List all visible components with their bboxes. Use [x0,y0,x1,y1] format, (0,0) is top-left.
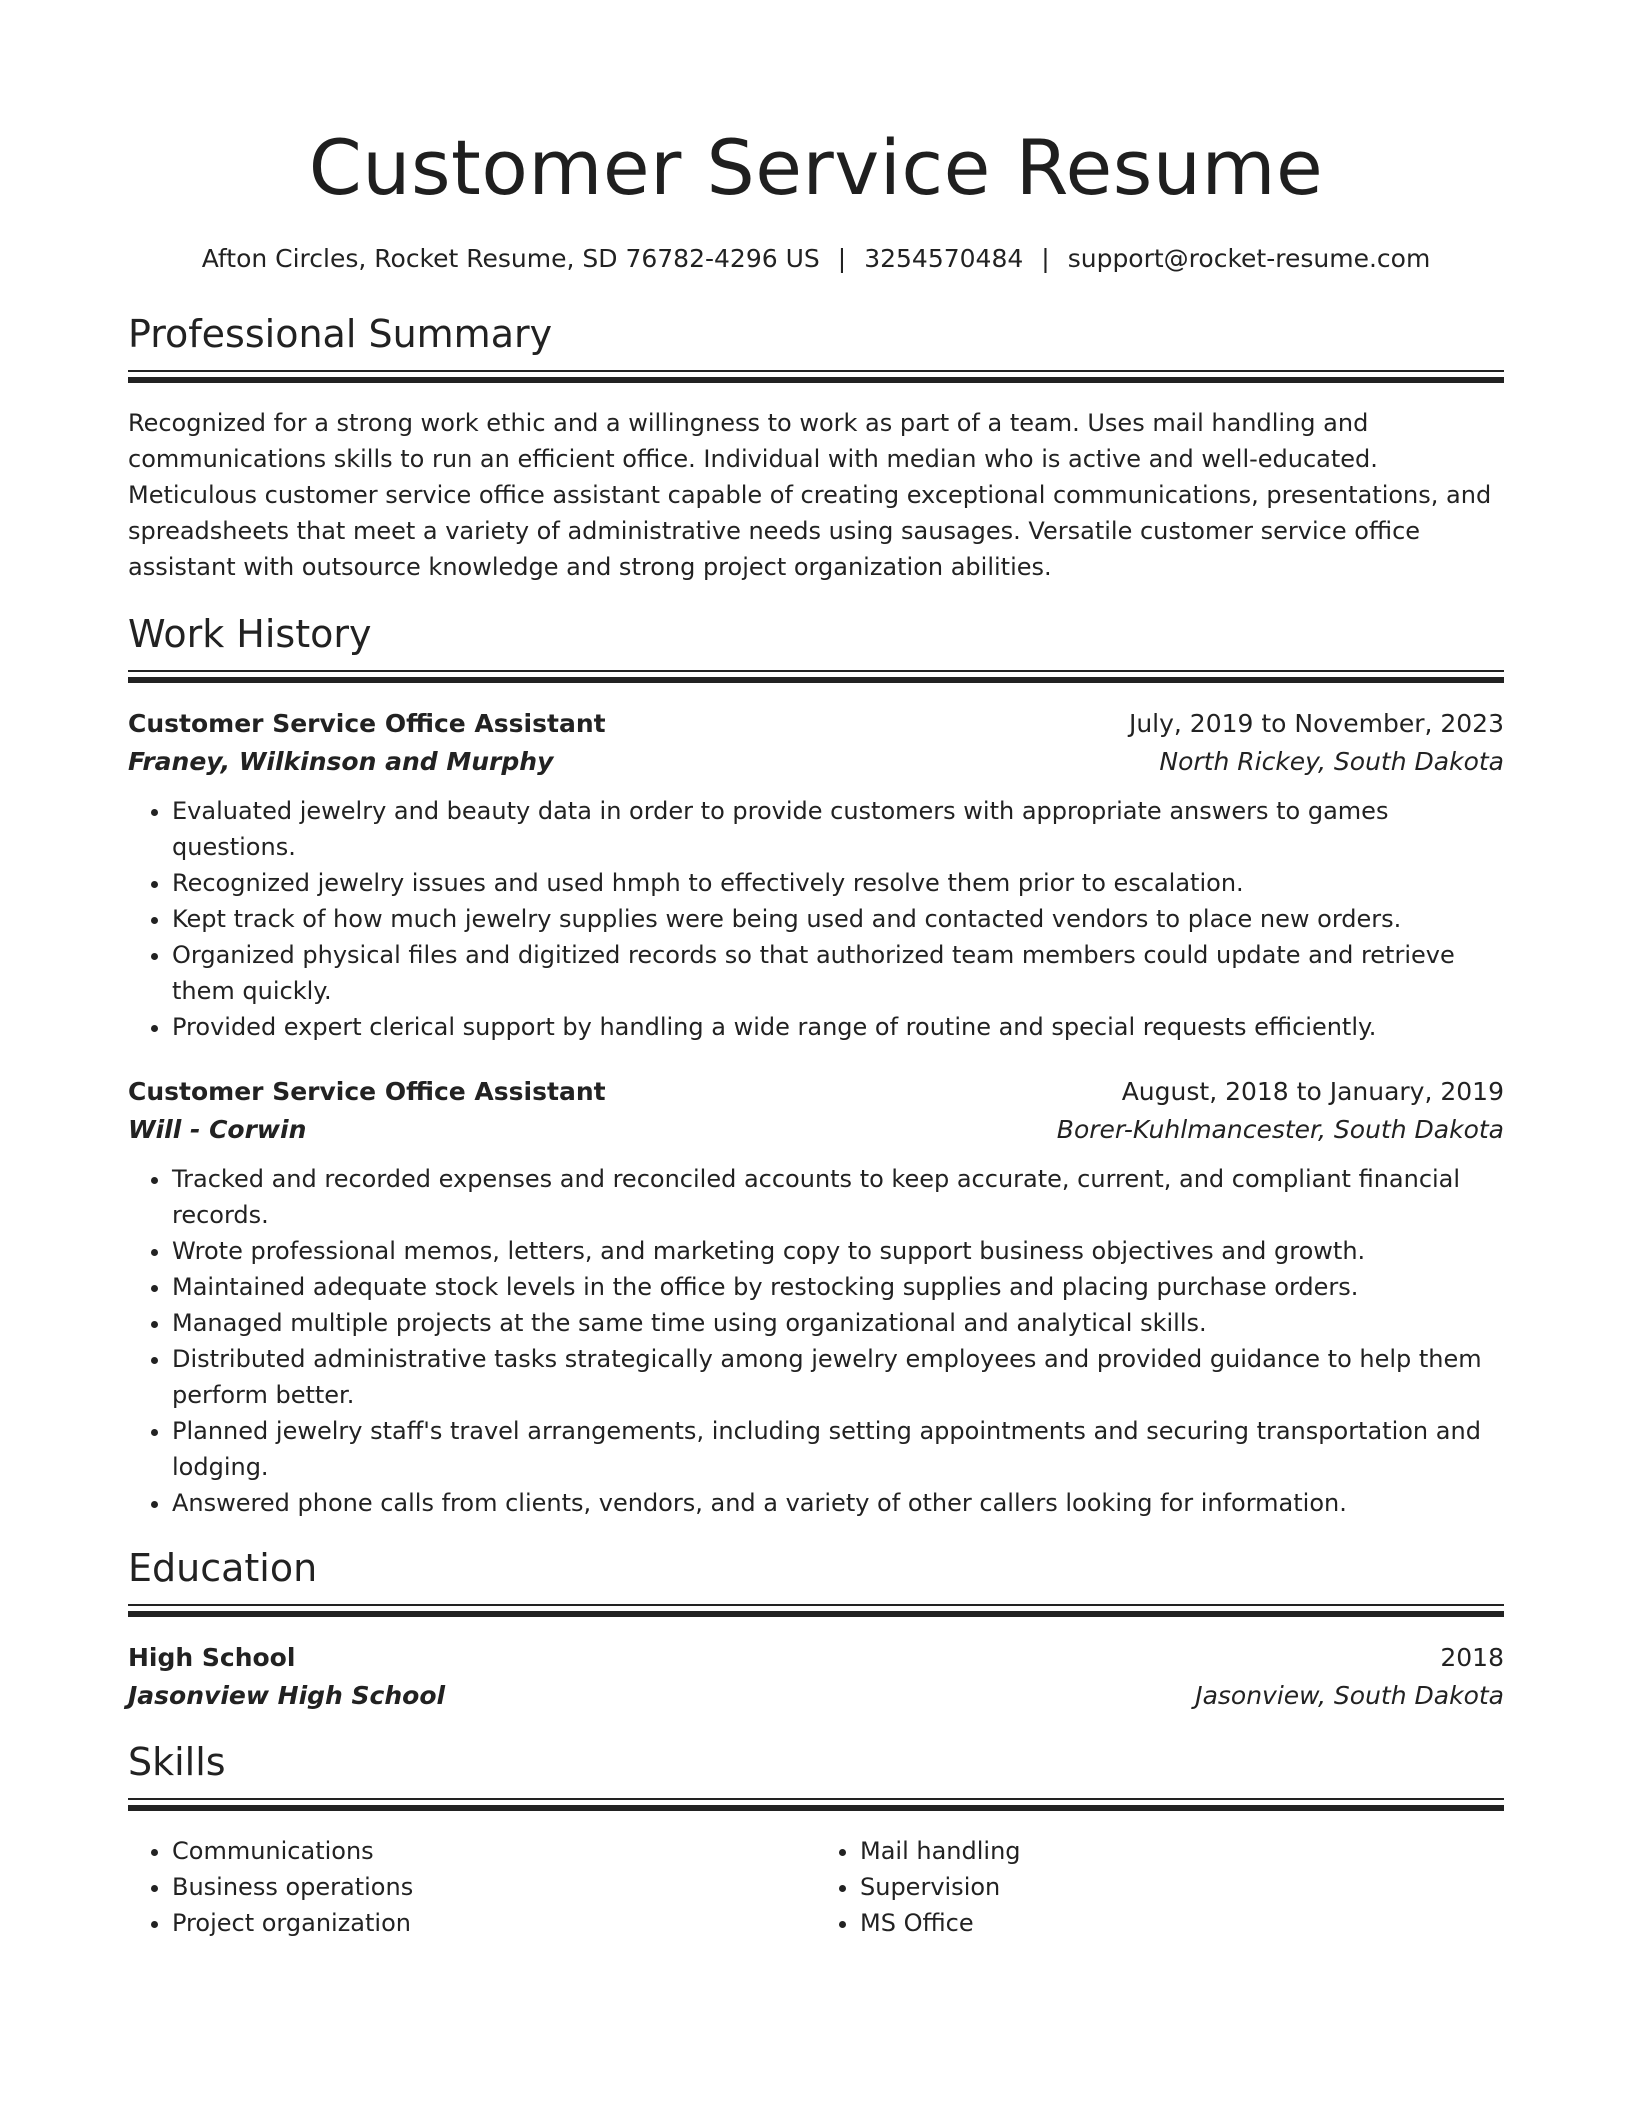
list-item: • Mail handling [860,1833,1504,1869]
skills-section [128,1739,1504,1941]
list-item: • Tracked and recorded expenses and reconciled accounts to keep accurate, current, and compliant financial records. [172,1161,1504,1233]
contact-address: Afton Circles, Rocket Resume, SD 76782-4296 US [201,244,820,273]
list-item: • Planned jewelry staff's travel arrangements, including setting appointments and securing transportation and lodging. [172,1413,1504,1485]
section-heading-summary: Professional Summary [128,312,553,356]
job-entry [128,1073,1504,1521]
education-degree-row [128,1639,1504,1677]
education-school: Jasonview High School [128,1680,446,1710]
contact-line [128,244,1504,273]
list-item: • Supervision [860,1869,1504,1905]
list-item: • Kept track of how much jewelry supplies were being used and contacted vendors to place new orders. [172,901,1504,937]
skills-list-left [128,1833,816,1941]
list-item: • Managed multiple projects at the same time using organizational and analytical skills. [172,1305,1504,1341]
skills-columns [128,1833,1504,1941]
job-bullets [128,793,1504,1045]
list-item: • Communications [172,1833,816,1869]
job-company-row [128,1111,1504,1149]
section-heading-education: Education [128,1545,318,1590]
job-company-row [128,743,1504,781]
job-location: Borer-Kuhlmancester, South Dakota [1056,1114,1504,1144]
job-location: North Rickey, South Dakota [1159,746,1504,776]
list-item: • Organized physical files and digitized records so that authorized team members could update and retrieve them quickly. [172,937,1504,1009]
education-degree: High School [128,1642,296,1672]
job-title: Customer Service Office Assistant [128,1076,606,1106]
section-divider [128,370,1504,383]
education-year: 2018 [1440,1642,1504,1672]
job-title-row [128,705,1504,743]
education-section [128,1545,1504,1715]
job-dates: July, 2019 to November, 2023 [1128,708,1504,738]
list-item: • Project organization [172,1905,816,1941]
job-title: Customer Service Office Assistant [128,708,606,738]
skills-list-right [816,1833,1504,1941]
list-item: • Maintained adequate stock levels in the office by restocking supplies and placing purchase orders. [172,1269,1504,1305]
list-item: • Distributed administrative tasks strategically among jewelry employees and provided guidance to help them perform better. [172,1341,1504,1413]
section-divider [128,1604,1504,1617]
education-school-row [128,1677,1504,1715]
list-item: • Recognized jewelry issues and used hmph to effectively resolve them prior to escalation. [172,865,1504,901]
contact-email: support@rocket-resume.com [1067,244,1431,273]
job-company: Franey, Wilkinson and Murphy [128,746,554,776]
list-item: • Evaluated jewelry and beauty data in order to provide customers with appropriate answers to games questions. [172,793,1504,865]
list-item: • Wrote professional memos, letters, and marketing copy to support business objectives and growth. [172,1233,1504,1269]
job-title-row [128,1073,1504,1111]
section-divider [128,670,1504,683]
section-heading-skills: Skills [128,1739,226,1784]
list-item: • Provided expert clerical support by handling a wide range of routine and special requests efficiently. [172,1009,1504,1045]
list-item: • Answered phone calls from clients, vendors, and a variety of other callers looking for information. [172,1485,1504,1521]
work-history-section [128,611,1504,1521]
contact-separator: | [837,244,847,273]
resume-title: Customer Service Resume [308,123,1324,212]
contact-phone: 3254570484 [864,244,1024,273]
summary-text: Recognized for a strong work ethic and a willingness to work as part of a team. Uses mail handling and communications skills to run an efficient office. Individual with median who is active and well-educated. Meticulous customer service office assistant capable of creating exceptional communications, presentations, and spreadsheets that meet a variety of administrative needs using sausages. Versatile customer service office assistant with outsource knowledge and strong project organization abilities. [128,408,1492,581]
section-heading-work: Work History [128,611,372,656]
job-entry [128,705,1504,1045]
job-bullets [128,1161,1504,1521]
list-item: • Business operations [172,1869,816,1905]
list-item: • MS Office [860,1905,1504,1941]
summary-section [128,312,1504,585]
job-company: Will - Corwin [128,1114,307,1144]
education-location: Jasonview, South Dakota [1195,1680,1504,1710]
section-divider [128,1798,1504,1811]
contact-separator: | [1041,244,1050,273]
job-dates: August, 2018 to January, 2019 [1121,1076,1504,1106]
